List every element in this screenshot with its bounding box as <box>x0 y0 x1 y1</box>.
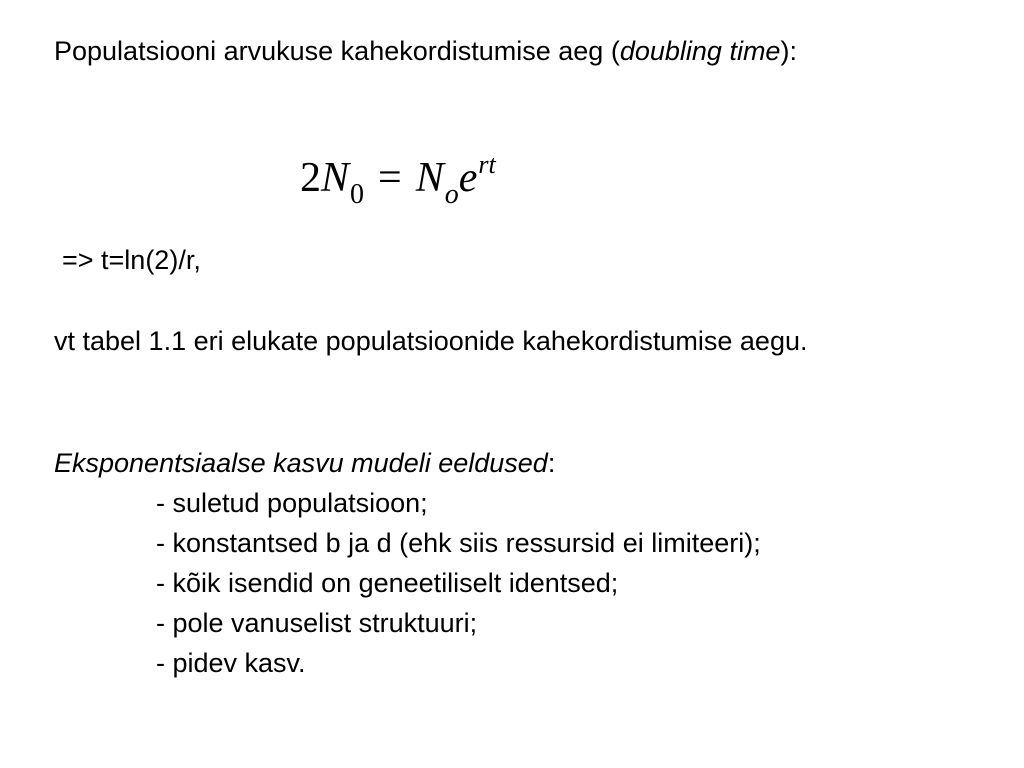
intro-closing: ): <box>780 36 797 66</box>
assumptions-title: Eksponentsiaalse kasvu mudeli eeldused <box>54 448 548 478</box>
formula-rhs-sub: o <box>444 179 459 210</box>
formula-lhs-coef: 2 <box>300 155 321 201</box>
formula-lhs-sub: 0 <box>350 179 365 210</box>
formula-rhs-base: e <box>458 155 478 201</box>
assumptions-list <box>156 483 761 683</box>
formula-rhs-var: N <box>415 155 444 201</box>
intro-term-doubling: doubling <box>619 36 722 66</box>
formula-rhs-exp: rt <box>478 150 496 179</box>
intro-term-time: time <box>729 36 781 66</box>
list-item: - pole vanuselist struktuuri; <box>156 608 478 638</box>
list-item: - konstantsed b ja d (ehk siis ressursid ei limiteeri); <box>156 528 761 558</box>
doubling-formula <box>300 148 496 213</box>
list-item: - kõik isendid on geneetiliselt identsed; <box>156 568 619 598</box>
formula-equals: = <box>378 155 402 201</box>
intro-paragraph <box>54 31 924 71</box>
list-item: - suletud populatsioon; <box>156 488 428 518</box>
assumptions-colon: : <box>547 448 556 478</box>
reference-text: vt tabel 1.1 eri elukate populatsioonide kahekordistumise aegu. <box>54 326 808 356</box>
intro-text: Populatsiooni arvukuse kahekordistumise aeg ( <box>54 36 620 66</box>
list-item: - pidev kasv. <box>156 648 306 678</box>
formula-lhs-var: N <box>321 155 350 201</box>
assumptions-heading <box>54 443 954 483</box>
implication-text: => t=ln(2)/r, <box>62 245 201 275</box>
